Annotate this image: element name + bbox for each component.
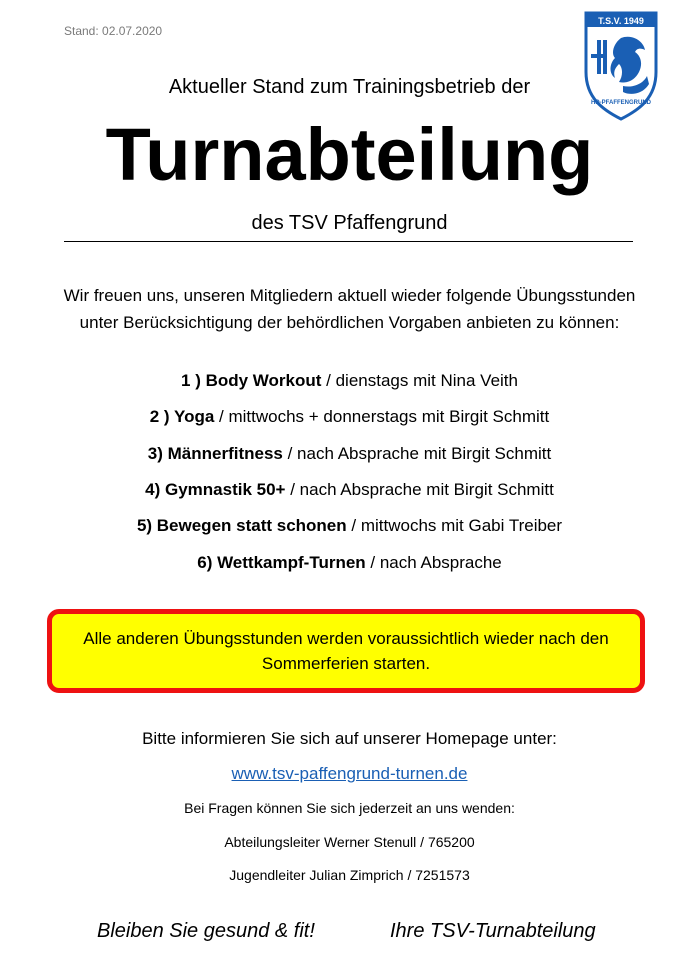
logo-top-text: T.S.V. 1949 (598, 16, 644, 26)
course-item (0, 553, 699, 573)
footer-greeting: Bleiben Sie gesund & fit! (97, 920, 315, 942)
course-detail: / nach Absprache mit Birgit Schmitt (285, 480, 554, 499)
homepage-line (0, 764, 699, 784)
info-text: Bitte informieren Sie sich auf unserer Homepage unter: (142, 729, 557, 748)
course-item (0, 407, 699, 427)
stand-date: Stand: 02.07.2020 (64, 24, 163, 38)
course-detail: / dienstags mit Nina Veith (321, 371, 518, 390)
course-item (0, 444, 699, 464)
tsv-logo-icon (583, 10, 659, 122)
course-detail: / mittwochs mit Gabi Treiber (346, 516, 563, 535)
course-item (0, 371, 699, 391)
page-title: Turnabteilung (105, 113, 594, 196)
subtitle: des TSV Pfaffengrund (251, 212, 448, 234)
course-name: 1 ) Body Workout (181, 371, 322, 390)
notice-text: Alle anderen Übungsstunden werden voraussichtlich wieder nach den Sommerferien starten. (83, 629, 609, 673)
logo-bottom-text: HD-PFAFFENGRUND (591, 100, 651, 106)
footer-signature: Ihre TSV-Turnabteilung (390, 920, 596, 942)
course-name: 2 ) Yoga (149, 407, 215, 426)
homepage-link[interactable]: www.tsv-paffengrund-turnen.de (231, 764, 468, 783)
course-item (0, 516, 699, 536)
contact-intro: Bei Fragen können Sie sich jederzeit an uns wenden: (184, 800, 515, 816)
course-name: 5) Bewegen statt schonen (136, 516, 347, 535)
course-name: 4) Gymnastik 50+ (145, 480, 286, 499)
intro-line: Aktueller Stand zum Trainingsbetrieb der (168, 76, 531, 98)
divider (64, 241, 633, 242)
course-name: 6) Wettkampf-Turnen (197, 553, 366, 572)
course-item (0, 480, 699, 500)
course-name: 3) Männerfitness (147, 444, 283, 463)
course-detail: / nach Absprache mit Birgit Schmitt (282, 444, 552, 463)
course-detail: / mittwochs + donnerstags mit Birgit Schmitt (214, 407, 550, 426)
contact-department-lead: Abteilungsleiter Werner Stenull / 765200 (224, 834, 475, 850)
course-detail: / nach Absprache (365, 553, 502, 572)
contact-youth-lead: Jugendleiter Julian Zimprich / 7251573 (229, 867, 470, 883)
notice-box (47, 609, 645, 693)
lead-paragraph: Wir freuen uns, unseren Mitgliedern aktuell wieder folgende Übungsstunden unter Berücksichtigung der behördlichen Vorgaben anbieten zu können: (63, 286, 636, 332)
